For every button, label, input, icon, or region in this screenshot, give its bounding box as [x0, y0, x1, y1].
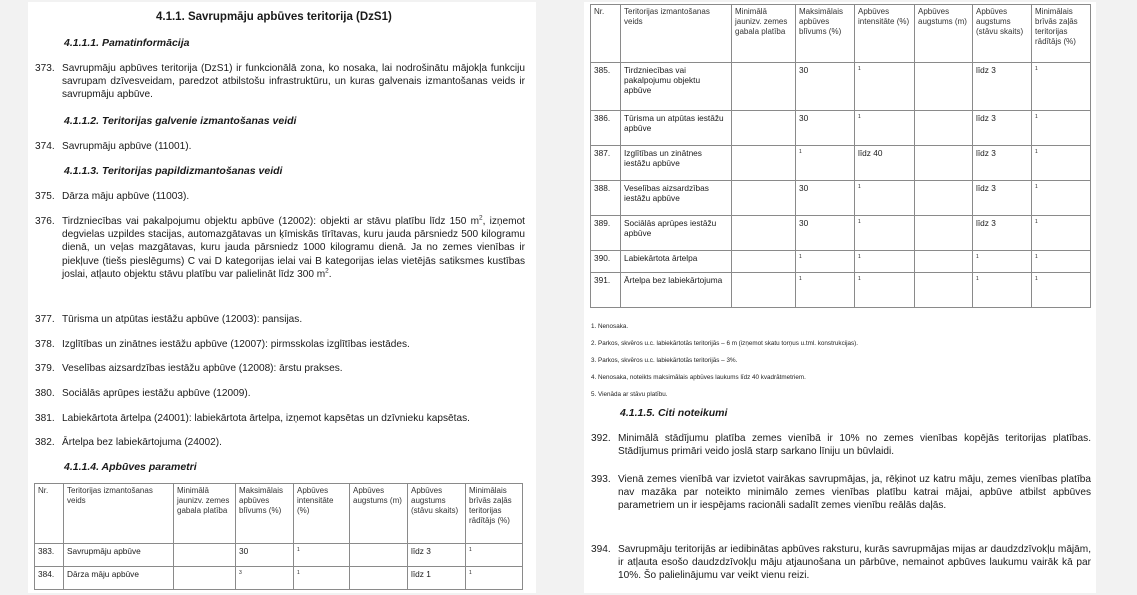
- table-cell: [855, 63, 915, 111]
- footnote-ref: 1: [297, 570, 300, 576]
- paragraph-375: 375. Dārza māju apbūve (11003).: [35, 191, 190, 202]
- table-cell: [1032, 181, 1091, 216]
- table-cell: 388.: [591, 181, 621, 216]
- table-cell: 385.: [591, 63, 621, 111]
- document-page-right: [584, 2, 1096, 593]
- table-cell: Sociālās aprūpes iestāžu apbūve: [621, 216, 732, 251]
- footnote-ref: 1: [799, 149, 802, 155]
- column-header: Apbūves augstums (stāvu skaits): [408, 484, 466, 544]
- footnote-ref: 1: [799, 254, 802, 260]
- subsection-heading-main-uses: 4.1.1.2. Teritorijas galvenie izmantošanas veidi: [64, 115, 297, 127]
- footnote-ref: 1: [976, 276, 979, 282]
- table-cell: [1032, 63, 1091, 111]
- table-cell: 30: [796, 181, 855, 216]
- paragraph-394: 394. Savrupmāju teritorijās ar iedibinātas apbūves raksturu, kurās savrupmājas mijas ar daudzdzīvokļu mājām, ir atļauta esošo daudzdzīvokļu māju atjaunošana un pārbūve, nemainot apbūves laukumu vairāk kā par 10%. Šo palielinājumu var veikt vienu reizi.: [591, 544, 1091, 582]
- subsection-heading-other-rules: 4.1.1.5. Citi noteikumi: [620, 407, 728, 419]
- footnote-ref: 1: [1035, 114, 1038, 120]
- footnote-ref: 1: [858, 219, 861, 225]
- paragraph-393: 393. Vienā zemes vienībā var izvietot vairākas savrupmājas, ja, rēķinot uz katru māju, zemes vienības platība nav mazāka par noteikto minimālo zemes vienības platību katrai mājai, apbūve atbilst apbūves parametriem un ir iespējams racionāli sadalīt zemes vienību reālās daļās.: [591, 474, 1091, 512]
- table-cell: [796, 146, 855, 181]
- table-cell: 384.: [35, 567, 64, 590]
- table-cell: [350, 544, 408, 567]
- column-header: Apbūves augstums (m): [915, 5, 973, 63]
- section-title: 4.1.1. Savrupmāju apbūves teritorija (DzS1): [156, 11, 392, 23]
- table-cell: [915, 111, 973, 146]
- footnote-ref: 1: [297, 547, 300, 553]
- footnote-ref: 1: [1035, 219, 1038, 225]
- footnote-2: 2. Parkos, skvēros u.c. labiekārtotās teritorijās – 6 m (izņemot skatu torņus u.tml. konstrukcijas).: [591, 340, 859, 347]
- table-cell: līdz 3: [408, 544, 466, 567]
- table-cell: Veselības aizsardzības iestāžu apbūve: [621, 181, 732, 216]
- table-cell: [1032, 273, 1091, 308]
- table-header-row: [591, 5, 1091, 63]
- column-header: Apbūves intensitāte (%): [855, 5, 915, 63]
- column-header: Apbūves intensitāte (%): [294, 484, 350, 544]
- subsection-heading-basic-info: 4.1.1.1. Pamatinformācija: [64, 37, 190, 49]
- table-cell: Tūrisma un atpūtas iestāžu apbūve: [621, 111, 732, 146]
- footnote-ref: 3: [239, 570, 242, 576]
- table-cell: 386.: [591, 111, 621, 146]
- footnote-1: 1. Nenosaka.: [591, 323, 629, 330]
- footnote-ref: 1: [469, 570, 472, 576]
- table-row: [591, 146, 1091, 181]
- table-row: [591, 111, 1091, 146]
- paragraph-381: 381. Labiekārtota ārtelpa (24001): labiekārtota ārtelpa, izņemot kapsētas un dzīvnieku kapsētas.: [35, 413, 470, 424]
- table-cell: [915, 216, 973, 251]
- paragraph-378: 378. Izglītības un zinātnes iestāžu apbūve (12007): pirmsskolas izglītības iestādes.: [35, 339, 410, 350]
- table-cell: Savrupmāju apbūve: [64, 544, 174, 567]
- column-header: Maksimālais apbūves blīvums (%): [236, 484, 294, 544]
- paragraph-380: 380. Sociālās aprūpes iestāžu apbūve (12009).: [35, 388, 251, 399]
- column-header: Apbūves augstums (m): [350, 484, 408, 544]
- table-cell: [732, 181, 796, 216]
- table-cell: 30: [796, 63, 855, 111]
- table-cell: [855, 181, 915, 216]
- table-cell: līdz 3: [973, 63, 1032, 111]
- table-cell: līdz 3: [973, 146, 1032, 181]
- footnote-4: 4. Nenosaka, noteikts maksimālais apbūves laukums līdz 40 kvadrātmetriem.: [591, 374, 806, 381]
- paragraph-392: 392. Minimālā stādījumu platība zemes vienībā ir 10% no zemes vienības kopējās teritorijas platības. Stādījumus primāri veido joslā starp sarkano līniju un būvlaidi.: [591, 433, 1091, 458]
- paragraph-373: 373. Savrupmāju apbūves teritorija (DzS1) ir funkcionālā zona, ko nosaka, lai nodrošinātu mājokļa funkciju savrupam dzīvesveidam, paredzot atbilstošu infrastruktūru, un kuras galvenais izmantošanas veids ir savrupmāju apbūve.: [35, 63, 525, 101]
- footnote-ref: 1: [1035, 66, 1038, 72]
- table-cell: Dārza māju apbūve: [64, 567, 174, 590]
- table-row: [591, 63, 1091, 111]
- table-cell: [732, 216, 796, 251]
- footnote-ref: 1: [858, 276, 861, 282]
- parameters-table-left: [34, 483, 523, 590]
- document-page-left: [28, 2, 536, 593]
- table-cell: [855, 216, 915, 251]
- table-cell: [1032, 111, 1091, 146]
- table-cell: līdz 3: [973, 181, 1032, 216]
- column-header: Minimālā jaunizv. zemes gabala platība: [174, 484, 236, 544]
- table-cell: Labiekārtota ārtelpa: [621, 251, 732, 273]
- table-cell: [915, 273, 973, 308]
- table-row: [591, 216, 1091, 251]
- table-cell: [1032, 146, 1091, 181]
- table-cell: Tirdzniecības vai pakalpojumu objektu apbūve: [621, 63, 732, 111]
- table-cell: 30: [796, 216, 855, 251]
- footnote-ref: 1: [976, 254, 979, 260]
- table-cell: [174, 567, 236, 590]
- footnote-ref: 1: [858, 184, 861, 190]
- table-cell: [350, 567, 408, 590]
- table-cell: līdz 1: [408, 567, 466, 590]
- column-header: Minimālais brīvās zaļās teritorijas rādītājs (%): [466, 484, 523, 544]
- subsection-heading-additional-uses: 4.1.1.3. Teritorijas papildizmantošanas veidi: [64, 165, 283, 177]
- table-cell: [732, 111, 796, 146]
- column-header: Teritorijas izmantošanas veids: [64, 484, 174, 544]
- table-row: [591, 251, 1091, 273]
- column-header: Teritorijas izmantošanas veids: [621, 5, 732, 63]
- paragraph-382: 382. Ārtelpa bez labiekārtojuma (24002).: [35, 437, 222, 448]
- footnote-ref: 1: [1035, 276, 1038, 282]
- footnote-5: 5. Vienāda ar stāvu platību.: [591, 391, 668, 398]
- footnote-3: 3. Parkos, skvēros u.c. labiekārtotās teritorijās – 3%.: [591, 357, 738, 364]
- table-cell: [915, 181, 973, 216]
- table-row: [35, 544, 523, 567]
- table-cell: [796, 273, 855, 308]
- table-cell: [466, 567, 523, 590]
- column-header: Nr.: [35, 484, 64, 544]
- table-cell: līdz 40: [855, 146, 915, 181]
- footnote-ref: 1: [469, 547, 472, 553]
- paragraph-379: 379. Veselības aizsardzības iestāžu apbūve (12008): ārstu prakses.: [35, 363, 343, 374]
- footnote-ref: 1: [1035, 149, 1038, 155]
- table-header-row: [35, 484, 523, 544]
- table-cell: [732, 63, 796, 111]
- footnote-ref: 1: [858, 254, 861, 260]
- table-row: [35, 567, 523, 590]
- table-cell: 389.: [591, 216, 621, 251]
- table-cell: 390.: [591, 251, 621, 273]
- table-cell: [236, 567, 294, 590]
- column-header: Minimālais brīvās zaļās teritorijas rādītājs (%): [1032, 5, 1091, 63]
- table-cell: 383.: [35, 544, 64, 567]
- table-cell: [915, 251, 973, 273]
- table-cell: [855, 273, 915, 308]
- table-cell: līdz 3: [973, 111, 1032, 146]
- table-cell: [973, 251, 1032, 273]
- table-cell: Ārtelpa bez labiekārtojuma: [621, 273, 732, 308]
- footnote-ref: 1: [1035, 184, 1038, 190]
- subsection-heading-parameters: 4.1.1.4. Apbūves parametri: [64, 461, 197, 473]
- column-header: Maksimālais apbūves blīvums (%): [796, 5, 855, 63]
- footnote-ref: 1: [858, 66, 861, 72]
- table-cell: [294, 567, 350, 590]
- table-cell: līdz 3: [973, 216, 1032, 251]
- table-cell: [732, 251, 796, 273]
- footnote-ref: 1: [858, 114, 861, 120]
- table-cell: 30: [236, 544, 294, 567]
- table-cell: [174, 544, 236, 567]
- footnote-ref: 1: [799, 276, 802, 282]
- table-cell: [294, 544, 350, 567]
- table-row: [591, 273, 1091, 308]
- table-cell: Izglītības un zinātnes iestāžu apbūve: [621, 146, 732, 181]
- table-cell: [855, 251, 915, 273]
- table-cell: [466, 544, 523, 567]
- table-cell: [973, 273, 1032, 308]
- table-cell: [1032, 216, 1091, 251]
- table-row: [591, 181, 1091, 216]
- table-cell: [855, 111, 915, 146]
- column-header: Apbūves augstums (stāvu skaits): [973, 5, 1032, 63]
- table-cell: [915, 146, 973, 181]
- footnote-ref: 1: [1035, 254, 1038, 260]
- table-cell: [915, 63, 973, 111]
- table-cell: [1032, 251, 1091, 273]
- table-cell: 30: [796, 111, 855, 146]
- paragraph-376: 376. Tirdzniecības vai pakalpojumu objektu apbūve (12002): objekti ar stāvu platību līdz 150 $m^2$, izņemot degvielas uzpildes stacijas, automazgātavas un ķīmiskās tīrītavas, kuru jauda pārsniedz 500 kilogramu dienā, un veļas mazgātavas, kuru jauda pārsniedz 1000 kilogramu dienā. Ja no zemes vienības ir piekļuve (tiešs pieslēgums) C vai D kategorijas ielai vai B kategorijas ielas vietējās satiksmes kustības joslai, atļauto objektu stāvu platību var palielināt līdz 300 $m^2$.: [35, 214, 525, 280]
- table-cell: [732, 273, 796, 308]
- table-cell: 387.: [591, 146, 621, 181]
- table-cell: [732, 146, 796, 181]
- parameters-table-right: [590, 4, 1091, 308]
- table-cell: [796, 251, 855, 273]
- table-cell: 391.: [591, 273, 621, 308]
- paragraph-374: 374. Savrupmāju apbūve (11001).: [35, 141, 192, 152]
- paragraph-377: 377. Tūrisma un atpūtas iestāžu apbūve (12003): pansijas.: [35, 314, 303, 325]
- column-header: Minimālā jaunizv. zemes gabala platība: [732, 5, 796, 63]
- column-header: Nr.: [591, 5, 621, 63]
